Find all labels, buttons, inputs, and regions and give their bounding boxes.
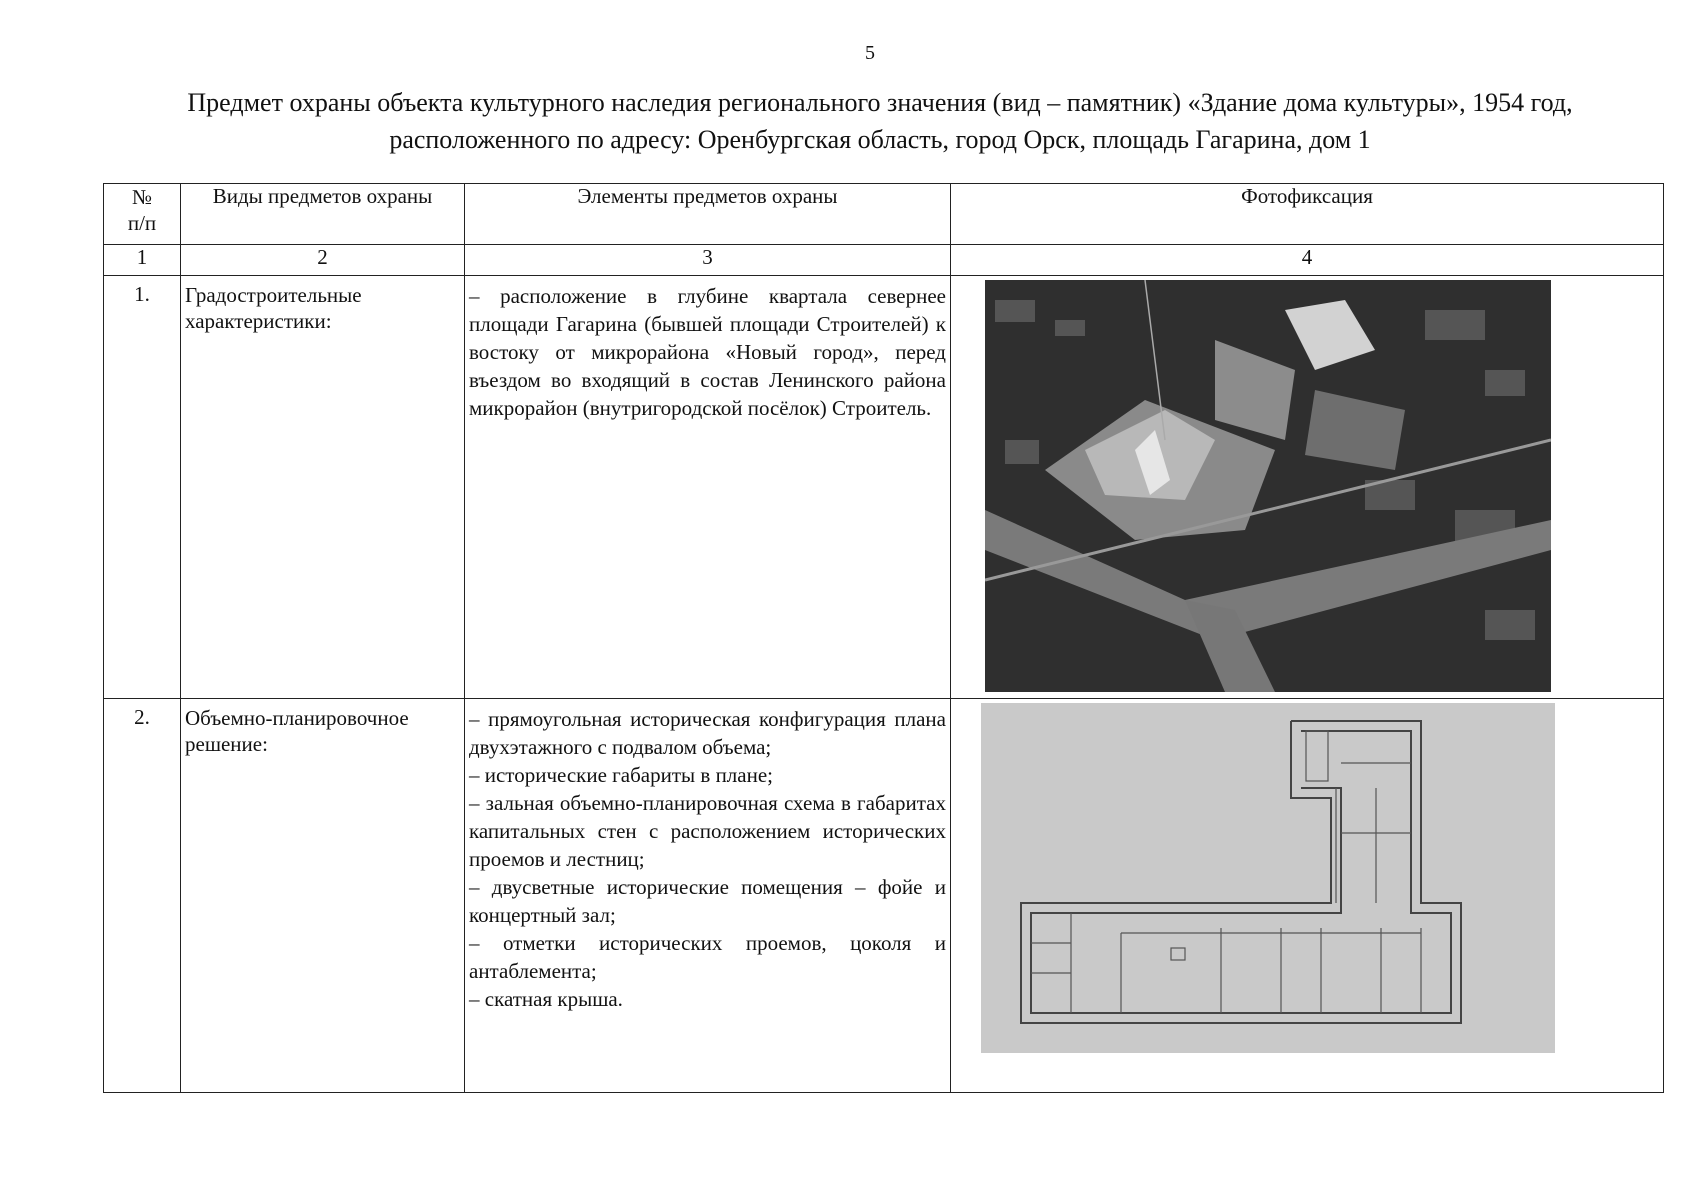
table-row-urban: [104, 276, 1664, 699]
header-elements: Элементы предметов охраны: [465, 184, 951, 245]
header-num-abbr: п/п: [127, 211, 157, 235]
element-item: – зальная объемно-планировочная схема в габаритах капитальных стен с расположением исторических проемов и лестниц;: [469, 791, 946, 871]
row-number: 2.: [104, 699, 181, 1093]
protection-table: [103, 183, 1664, 1093]
title-line-1: Предмет охраны объекта культурного наследия регионального значения (вид – памятник) «Здание дома культуры», 1954 год,: [187, 88, 1573, 117]
row-elements: [465, 699, 951, 1093]
page-title: [60, 84, 1697, 158]
row-photo: [951, 276, 1664, 699]
row-photo: [951, 699, 1664, 1093]
header-photo: Фотофиксация: [951, 184, 1664, 245]
col-index-4: 4: [951, 245, 1664, 276]
element-item: – отметки исторических проемов, цоколя и антаблемента;: [469, 931, 946, 983]
row-kind: Объемно-планировочное решение:: [181, 699, 465, 1093]
header-row: [104, 184, 1664, 245]
element-item: – скатная крыша.: [469, 987, 623, 1011]
element-item: – расположение в глубине квартала севернее площади Гагарина (бывшей площади Строителей) к востоку от микрорайона «Новый город», перед въездом во входящий в состав Ленинского района микрорайон (внутригородской посёлок) Строитель.: [469, 284, 946, 420]
header-num-sign: №: [131, 185, 153, 209]
column-index-row: [104, 245, 1664, 276]
floor-plan: [981, 703, 1555, 1053]
element-item: – прямоугольная историческая конфигурация плана двухэтажного с подвалом объема;: [469, 707, 946, 759]
col-index-3: 3: [465, 245, 951, 276]
element-item: – исторические габариты в плане;: [469, 763, 773, 787]
page-number: 5: [865, 42, 875, 64]
col-index-1: 1: [104, 245, 181, 276]
row-elements: [465, 276, 951, 699]
row-number: 1.: [104, 276, 181, 699]
table-row-planning: [104, 699, 1664, 1093]
col-index-2: 2: [181, 245, 465, 276]
header-num: [104, 184, 181, 245]
aerial-photo: [985, 280, 1551, 692]
header-kinds: Виды предметов охраны: [181, 184, 465, 245]
title-line-2: расположенного по адресу: Оренбургская область, город Орск, площадь Гагарина, дом 1: [389, 125, 1371, 154]
element-item: – двусветные исторические помещения – фойе и концертный зал;: [469, 875, 946, 927]
row-kind: Градостроительные характеристики:: [181, 276, 465, 699]
